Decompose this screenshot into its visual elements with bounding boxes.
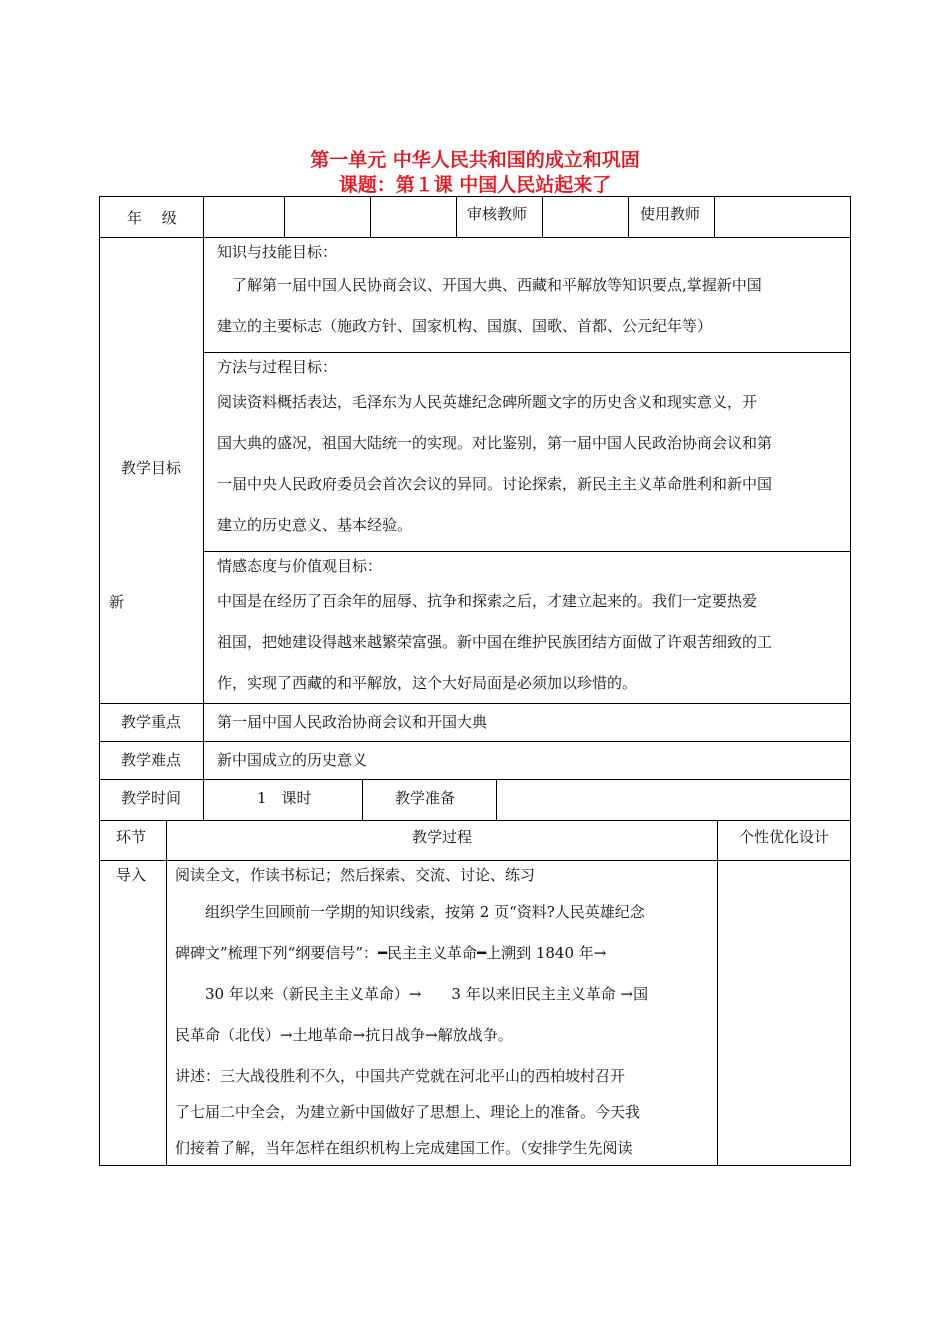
intro-line: 民革命（北伐）→土地革命→抗日战争→解放战争。 — [175, 1026, 513, 1044]
difficulty-value: 新中国成立的历史意义 — [217, 751, 368, 769]
rule — [717, 820, 718, 1166]
time-value: 1 课时 — [257, 789, 312, 807]
rule — [203, 352, 851, 353]
teacher-label: 使用教师 — [640, 205, 701, 223]
rule — [628, 196, 629, 237]
objectives-label: 教学目标 — [121, 459, 182, 477]
intro-line: 了七届二中全会，为建立新中国做好了思想上、理论上的准备。今天我 — [175, 1103, 641, 1121]
knowledge-line: 建立的主要标志（施政方针、国家机构、国旗、国歌、首都、公元纪年等） — [217, 317, 713, 335]
lesson-plan-table — [99, 196, 851, 1166]
intro-line: 阅读全文，作读书标记；然后探索、交流、讨论、练习 — [175, 866, 536, 884]
rule — [166, 820, 167, 1166]
rule — [850, 196, 851, 1166]
rule — [370, 196, 371, 237]
knowledge-heading: 知识与技能目标： — [217, 243, 338, 261]
difficulty-label: 教学难点 — [121, 751, 182, 769]
method-line: 阅读资料概括表达，毛泽东为人民英雄纪念碑所题文字的历史含义和现实意义，开 — [217, 393, 758, 411]
time-label: 教学时间 — [121, 789, 182, 807]
rule — [99, 820, 851, 821]
process-header: 教学过程 — [411, 828, 472, 846]
rule — [203, 196, 204, 820]
intro-line: 讲述：三大战役胜利不久，中国共产党就在河北平山的西柏坡村召开 — [175, 1067, 626, 1085]
method-heading: 方法与过程目标： — [217, 358, 338, 376]
emotion-heading: 情感态度与价值观目标： — [217, 557, 383, 575]
emotion-line: 中国是在经历了百余年的屈辱、抗争和探索之后，才建立起来的。我们一定要热爱 — [217, 592, 758, 610]
intro-line: 30 年以来（新民主主义革命）→ 3 年以来旧民主主义革命 →国 — [175, 985, 649, 1003]
unit-title: 第一单元 中华人民共和国的成立和巩固 — [310, 149, 640, 171]
rule — [714, 196, 715, 237]
design-header: 个性优化设计 — [738, 828, 829, 846]
intro-line: 组织学生回顾前一学期的知识线索，按第 2 页“资料?人民英雄纪念 — [175, 903, 645, 921]
rule — [99, 860, 851, 861]
rule — [456, 196, 457, 237]
rule — [99, 196, 100, 1166]
rule — [99, 741, 851, 742]
key-point-value: 第一届中国人民政治协商会议和开国大典 — [217, 713, 488, 731]
grade-label: 年 级 — [127, 209, 177, 227]
objectives-side-char: 新 — [109, 593, 125, 611]
rule — [203, 551, 851, 552]
key-point-label: 教学重点 — [121, 713, 182, 731]
emotion-line: 作，实现了西藏的和平解放，这个大好局面是必须加以珍惜的。 — [217, 674, 638, 692]
knowledge-line: 了解第一届中国人民协商会议、开国大典、西藏和平解放等知识要点,掌握新中国 — [217, 276, 762, 294]
reviewer-label: 审核教师 — [467, 205, 528, 223]
rule — [496, 779, 497, 820]
intro-label: 导入 — [116, 866, 147, 884]
rule — [99, 196, 851, 197]
rule — [284, 196, 285, 237]
rule — [99, 779, 851, 780]
method-line: 一届中央人民政府委员会首次会议的异同。讨论探索，新民主主义革命胜利和新中国 — [217, 475, 773, 493]
rule — [542, 196, 543, 237]
method-line: 国大典的盛况，祖国大陆统一的实现。对比鉴别，第一届中国人民政治协商会议和第 — [217, 434, 773, 452]
intro-line: 们接着了解，当年怎样在组织机构上完成建国工作。（安排学生先阅读 — [175, 1139, 633, 1157]
intro-line: 碑碑文”梳理下列“纲要信号”：━民主主义革命━上溯到 1840 年→ — [175, 944, 607, 962]
rule — [99, 703, 851, 704]
rule — [99, 237, 851, 238]
rule — [362, 779, 363, 820]
prep-label: 教学准备 — [395, 789, 456, 807]
method-line: 建立的历史意义、基本经验。 — [217, 516, 413, 534]
section-header: 环节 — [116, 828, 147, 846]
emotion-line: 祖国，把她建设得越来越繁荣富强。新中国在维护民族团结方面做了许艰苦细致的工 — [217, 633, 773, 651]
lesson-title: 课题：第１课 中国人民站起来了 — [338, 174, 612, 196]
